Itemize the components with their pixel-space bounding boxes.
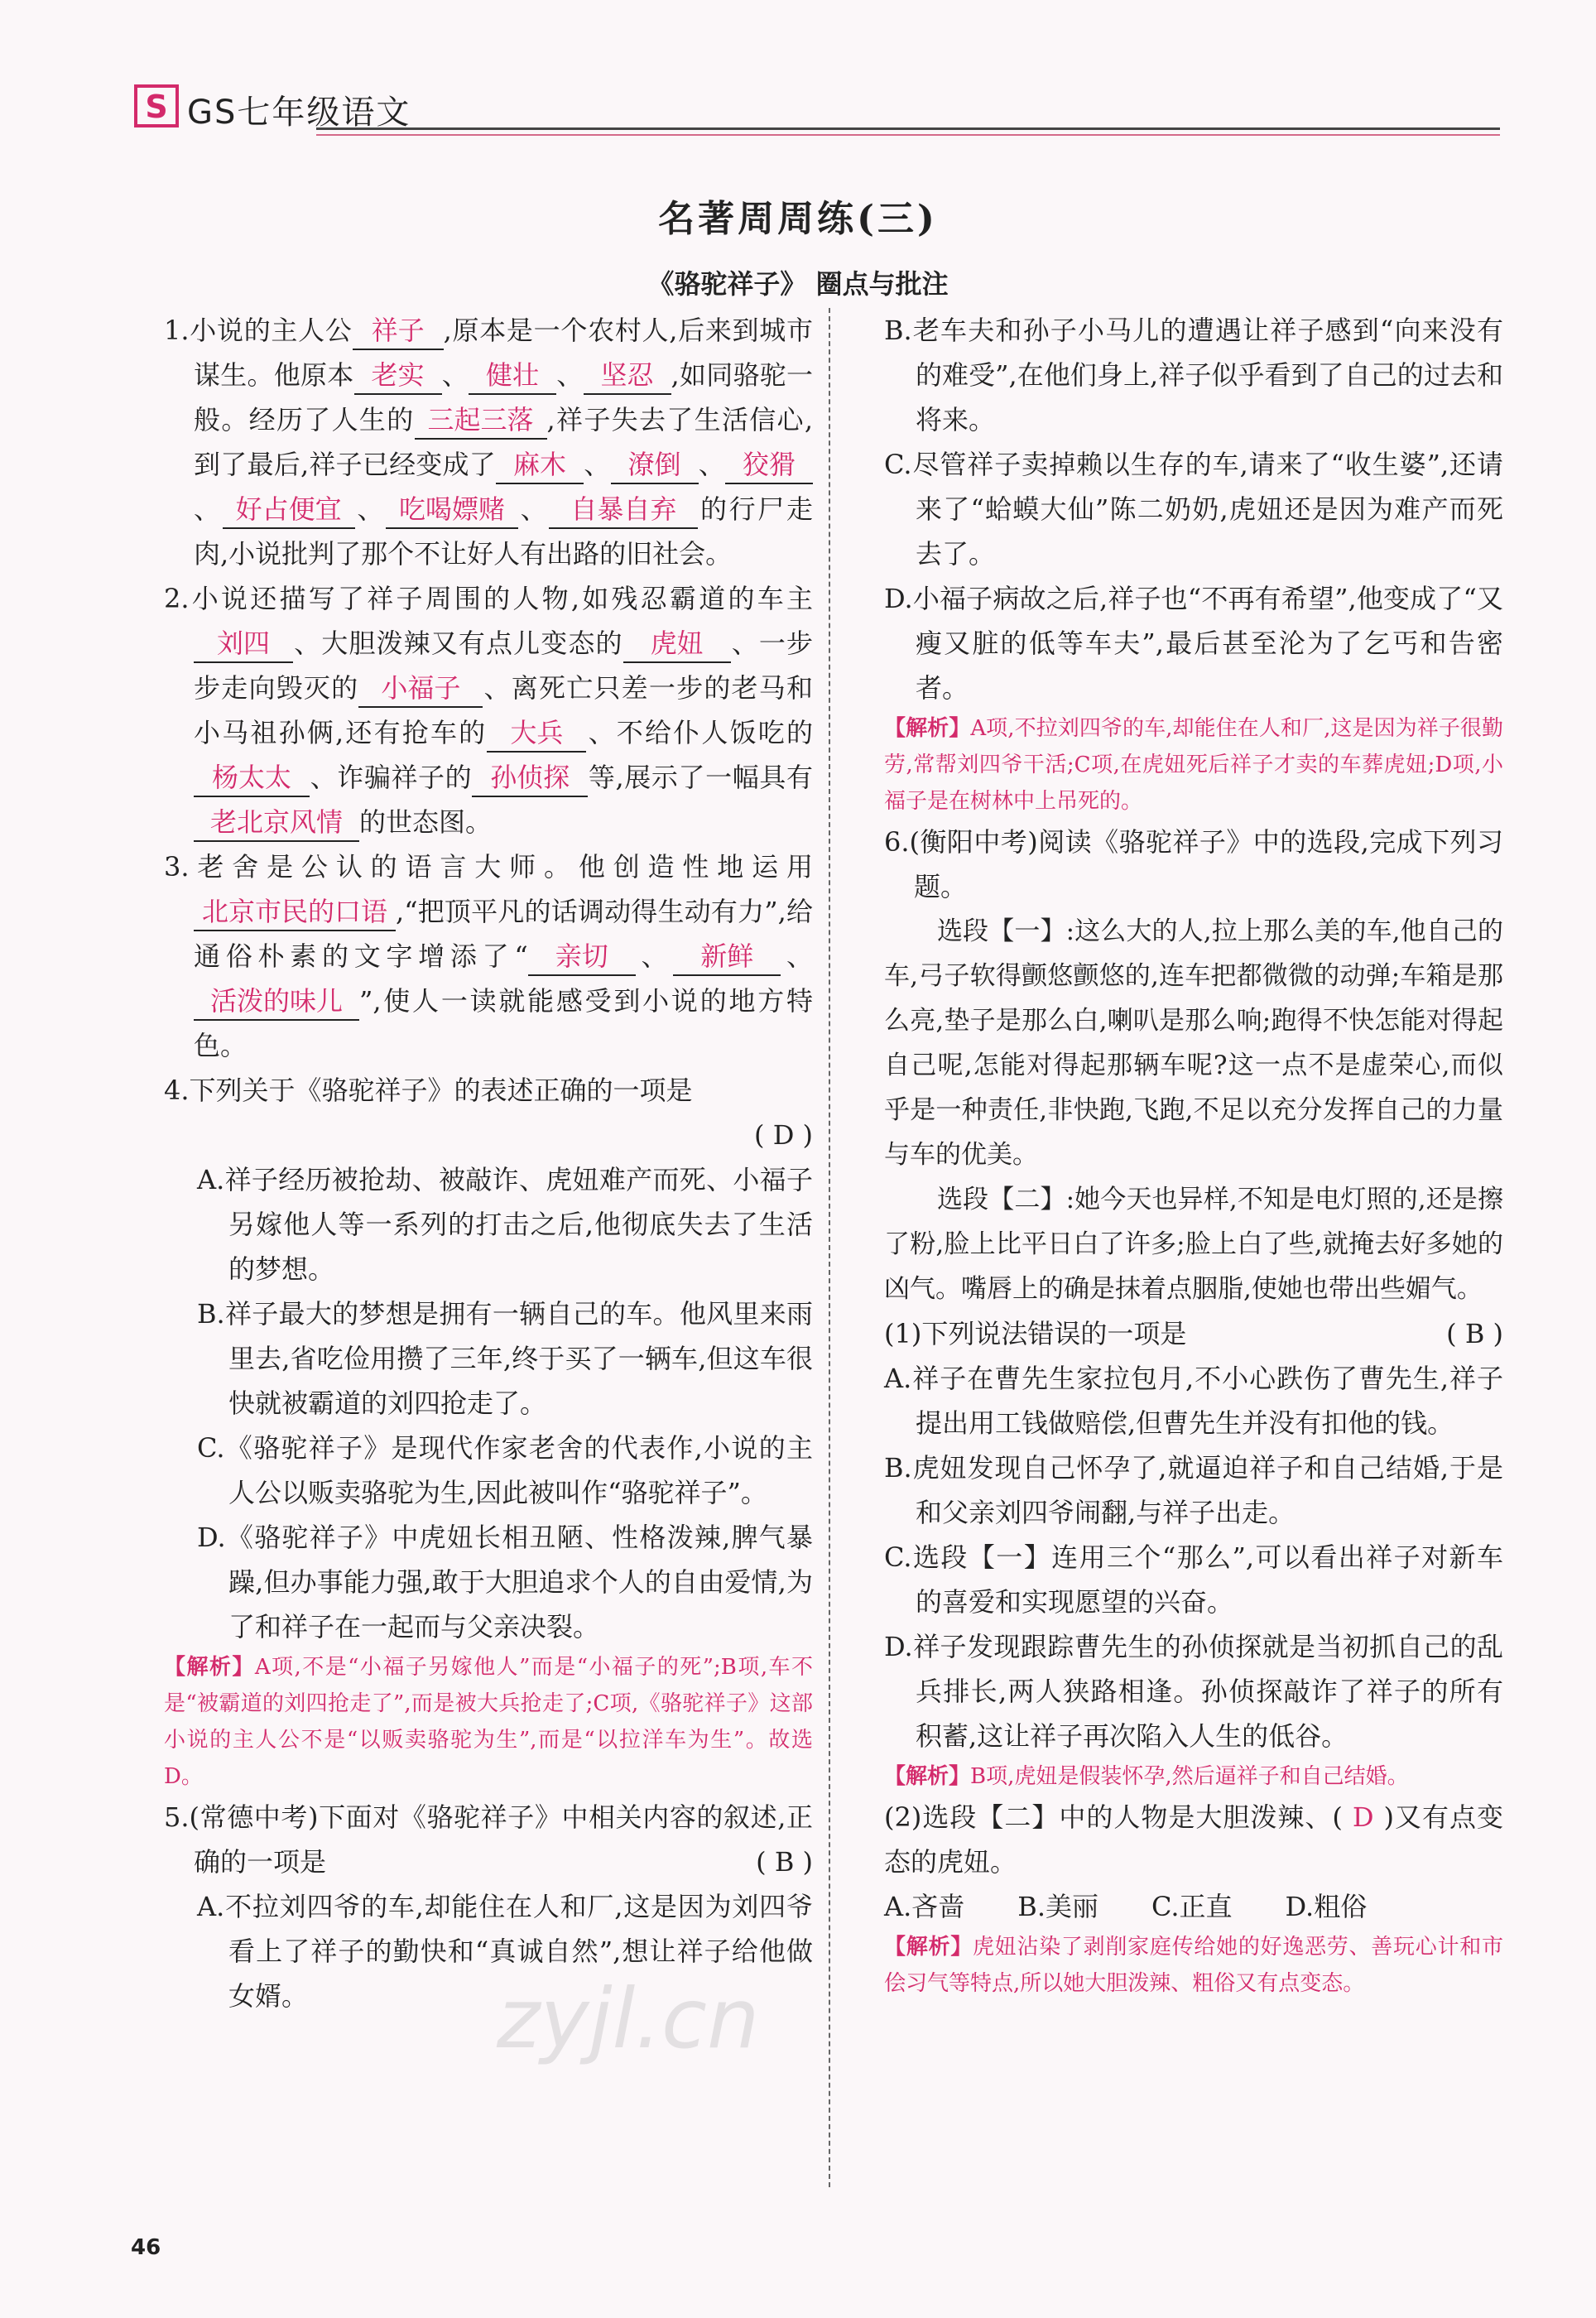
answer-blank: 大兵 (487, 714, 586, 753)
answer-blank: 刘四 (194, 625, 293, 663)
answer-blank: 潦倒 (611, 446, 699, 484)
choice-d: D.粗俗 (1285, 1891, 1368, 1922)
page-title: 名著周周练(三) (658, 198, 938, 240)
svg-text:S: S (145, 89, 168, 125)
analysis-note: 【解析】虎妞沾染了剥削家庭传给她的好逸恶劳、善玩心计和市侩习气等特点,所以她大胆泼辣、粗俗又有点变态。 (884, 1935, 1503, 1996)
page-number: 46 (131, 2235, 161, 2260)
answer-blank: 祥子 (353, 312, 444, 350)
watermark: zyjl.cn (497, 1970, 760, 2067)
choice-b: B.美丽 (1017, 1891, 1098, 1922)
answer-blank: 三起三落 (415, 402, 547, 440)
option-c: C.《骆驼祥子》是现代作家老舍的代表作,小说的主人公以贩卖骆驼为生,因此被叫作“骆驼祥子”。 (197, 1432, 813, 1508)
answer-blank: 杨太太 (194, 759, 310, 797)
answer-blank: 老北京风情 (194, 804, 359, 842)
analysis-note: 【解析】B项,虎妞是假装怀孕,然后逼祥子和自己结婚。 (884, 1764, 1409, 1789)
left-column (164, 308, 813, 2018)
choice-row (884, 1884, 1503, 1929)
option-a: A.不拉刘四爷的车,却能住在人和厂,这是因为刘四爷看上了祥子的勤快和“真诚自然”,想让祥子给他做女婿。 (197, 1891, 813, 2012)
option-a: A.祥子在曹先生家拉包月,不小心跌伤了曹先生,祥子提出用工钱做赔偿,但曹先生并没有扣他的钱。 (884, 1363, 1503, 1439)
option-d: D.祥子发现跟踪曹先生的孙侦探就是当初抓自己的乱兵排长,两人狭路相逢。孙侦探敲诈了祥子的所有积蓄,这让祥子再次陷入人生的低谷。 (884, 1631, 1503, 1752)
answer-bracket: ( D ) (754, 1119, 813, 1151)
answer-blank: 活泼的味儿 (194, 983, 359, 1021)
question-1: 1.小说的主人公 祥子 ,原本是一个农村人,后来到城市谋生。他原本 老实 、 健壮 、 坚忍 ,如同骆驼一般。经历了人生的 三起三落 ,祥子失去了生活信心,到了最后,祥子已经变成了 麻木 、 潦倒 、 狡猾、 好占便宜 、 吃喝嫖赌 、 自暴自弃 的行尸走肉,小说批判了那个不让好人有出路的旧社会。 (164, 308, 813, 576)
answer-blank: 孙侦探 (472, 759, 588, 797)
answer-blank: 好占便宜 (223, 491, 355, 529)
passage-1: 选段【一】:这么大的人,拉上那么美的车,他自己的车,弓子软得颤悠颤悠的,连车把都微微的动弹;车箱是那么亮,垫子是那么白,喇叭是那么响;跑得不快怎能对得起自己呢,怎能对得起那辆车呢?这一点不是虚荣心,而似乎是一种责任,非快跑,飞跑,不足以充分发挥自己的力量与车的优美。 (884, 916, 1503, 1170)
option-c: C.选段【一】连用三个“那么”,可以看出祥子对新车的喜爱和实现愿望的兴奋。 (884, 1541, 1503, 1618)
book-brand: GS七年级语文 (187, 94, 411, 132)
answer-blank: 亲切 (528, 938, 636, 976)
subquestion-1: (1)下列说法错误的一项是 ( B ) (884, 1311, 1503, 1356)
answer-blank: 小福子 (358, 670, 483, 708)
question-4: 4.下列关于《骆驼祥子》的表述正确的一项是 ( D ) (164, 1068, 813, 1157)
answer-blank: 老实 (354, 357, 442, 395)
answer-bracket: ( B ) (1446, 1318, 1503, 1349)
page-header (126, 83, 1500, 136)
header-rule (316, 127, 1500, 130)
right-column (884, 308, 1503, 2002)
answer-blank: 健壮 (469, 357, 556, 395)
question-5: 5.(常德中考)下面对《骆驼祥子》中相关内容的叙述,正确的一项是 ( B ) (164, 1795, 813, 1884)
option-b: B.老车夫和孙子小马儿的遭遇让祥子感到“向来没有的难受”,在他们身上,祥子似乎看到了自己的过去和将来。 (884, 315, 1503, 435)
section-subtitle: 《骆驼祥子》 圈点与批注 (647, 268, 949, 300)
answer-bracket: ( B ) (756, 1846, 813, 1878)
analysis-note: 【解析】A项,不是“小福子另嫁他人”而是“小福子的死”;B项,车不是“被霸道的刘四抢走了”,而是被大兵抢走了;C项,《骆驼祥子》这部小说的主人公不是“以贩卖骆驼为生”,而是“以拉洋车为生”。故选D。 (164, 1655, 813, 1789)
choice-a: A.吝啬 (884, 1891, 965, 1922)
option-b: B.虎妞发现自己怀孕了,就逼迫祥子和自己结婚,于是和父亲刘四爷闹翻,与祥子出走。 (884, 1452, 1503, 1528)
question-6: 6.(衡阳中考)阅读《骆驼祥子》中的选段,完成下列习题。 (884, 826, 1503, 902)
answer-blank: 新鲜 (673, 938, 781, 976)
answer-blank: 北京市民的口语 (194, 893, 396, 931)
option-c: C.尽管祥子卖掉赖以生存的车,请来了“收生婆”,还请来了“蛤蟆大仙”陈二奶奶,虎妞还是因为难产而死去了。 (884, 449, 1503, 570)
publisher-logo-icon (134, 83, 180, 129)
subquestion-2: (2)选段【二】中的人物是大胆泼辣、( D )又有点变态的虎妞。 (884, 1801, 1503, 1878)
column-divider (829, 308, 830, 2187)
passage-2: 选段【二】:她今天也异样,不知是电灯照的,还是擦了粉,脸上比平日白了许多;脸上白了些,就掩去好多她的凶气。嘴唇上的确是抹着点胭脂,使她也带出些媚气。 (884, 1185, 1503, 1304)
answer-blank: 麻木 (496, 446, 584, 484)
question-2: 2.小说还描写了祥子周围的人物,如残忍霸道的车主刘四 、大胆泼辣又有点儿变态的 虎妞 、一步步走向毁灭的 小福子 、离死亡只差一步的老马和小马祖孙俩,还有抢车的 大兵 、不给仆人饭吃的杨太太 、诈骗祥子的 孙侦探 等,展示了一幅具有老北京风情 的世态图。 (164, 576, 813, 844)
option-d: D.小福子病故之后,祥子也“不再有希望”,他变成了“又瘦又脏的低等车夫”,最后甚至沦为了乞丐和告密者。 (884, 583, 1503, 704)
header-rule-accent (316, 134, 1500, 136)
analysis-note: 【解析】A项,不拉刘四爷的车,却能住在人和厂,这是因为祥子很勤劳,常帮刘四爷干活;C项,在虎妞死后祥子才卖的车葬虎妞;D项,小福子是在树林中上吊死的。 (884, 716, 1503, 814)
answer-blank: 自暴自弃 (549, 491, 698, 529)
answer-blank: 虎妞 (623, 625, 731, 663)
question-3: 3.老舍是公认的语言大师。他创造性地运用北京市民的口语 ,“把顶平凡的话调动得生动有力”,给通俗朴素的文字增添了“ 亲切 、 新鲜 、活泼的味儿 ”,使人一读就能感受到小说的地方特色。 (164, 851, 813, 1061)
answer-blank: 坚忍 (584, 357, 671, 395)
answer-blank: 吃喝嫖赌 (386, 491, 518, 529)
answer-letter: D (1352, 1801, 1374, 1833)
option-b: B.祥子最大的梦想是拥有一辆自己的车。他风里来雨里去,省吃俭用攒了三年,终于买了一辆车,但这车很快就被霸道的刘四抢走了。 (197, 1298, 813, 1419)
answer-blank: 狡猾 (725, 446, 813, 484)
option-d: D.《骆驼祥子》中虎妞长相丑陋、性格泼辣,脾气暴躁,但办事能力强,敢于大胆追求个人的自由爱情,为了和祥子在一起而与父亲决裂。 (197, 1522, 813, 1642)
option-a: A.祥子经历被抢劫、被敲诈、虎妞难产而死、小福子另嫁他人等一系列的打击之后,他彻底失去了生活的梦想。 (197, 1164, 813, 1285)
choice-c: C.正直 (1151, 1891, 1233, 1922)
